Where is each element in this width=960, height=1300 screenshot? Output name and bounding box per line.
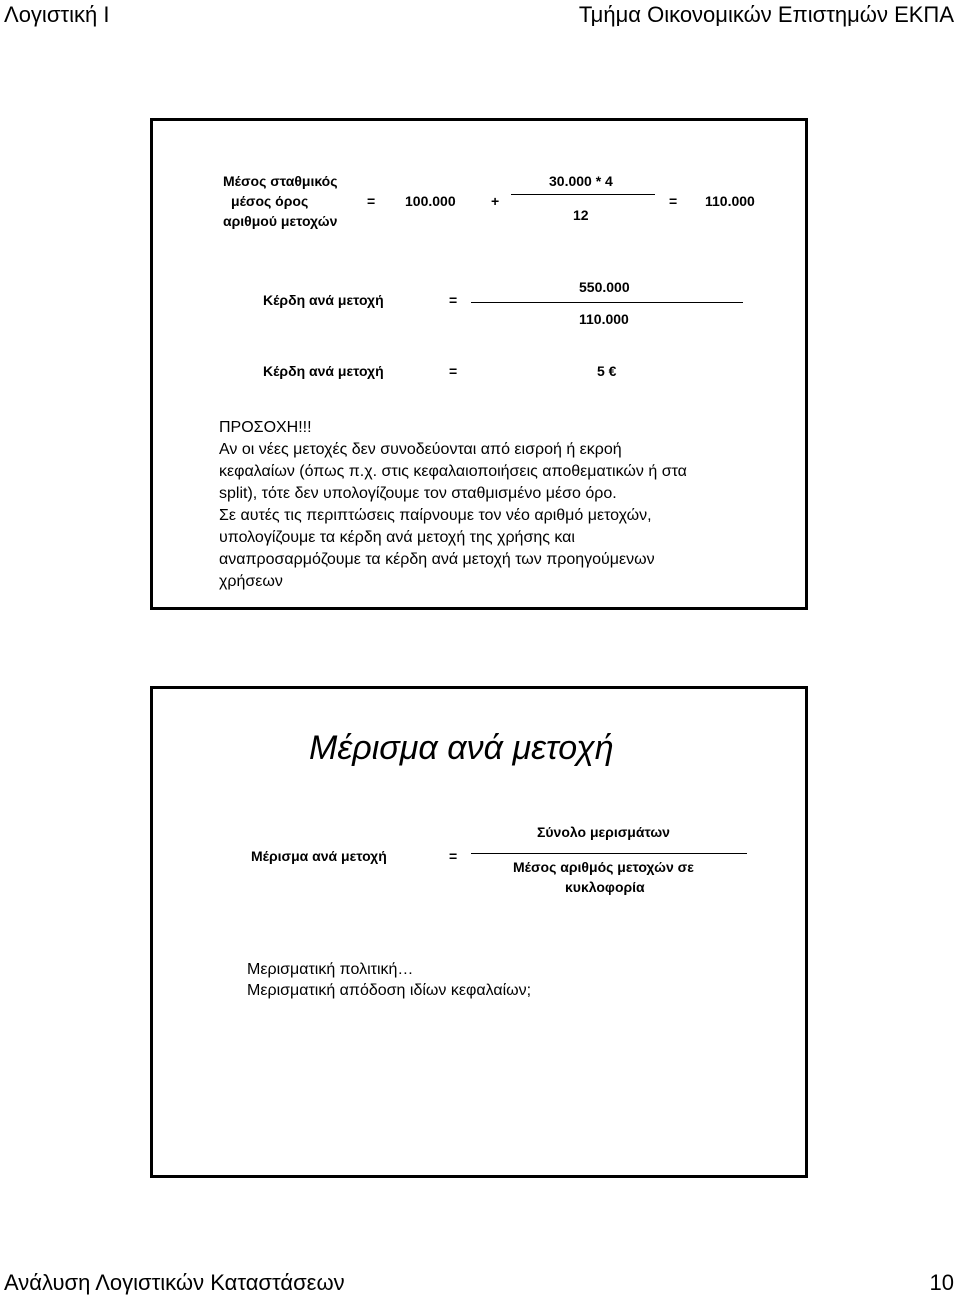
dps-label: Μέρισμα ανά μετοχή xyxy=(251,848,387,864)
note-title: ΠΡΟΣΟΧΗ!!! xyxy=(219,419,312,436)
plus-sign: + xyxy=(491,193,500,209)
eps-label: Κέρδη ανά μετοχή xyxy=(263,292,384,308)
eps-numerator: 550.000 xyxy=(579,279,630,295)
slide-title: Μέρισμα ανά μετοχή xyxy=(309,729,614,767)
equals-sign: = xyxy=(669,193,678,209)
page-number: 10 xyxy=(929,1270,954,1295)
note-line: Σε αυτές τις περιπτώσεις παίρνουμε τον νέο αριθμό μετοχών, xyxy=(219,507,652,524)
fraction-numerator: 30.000 * 4 xyxy=(549,173,613,189)
dps-denominator-line1: Μέσος αριθμός μετοχών σε xyxy=(513,859,694,875)
equals-sign: = xyxy=(449,848,458,864)
note-line: χρήσεων xyxy=(219,573,283,590)
header-course-title: Λογιστική Ι xyxy=(4,2,110,27)
bullet-dividend-policy: Μερισματική πολιτική… xyxy=(247,961,414,978)
eps-result: 5 € xyxy=(597,363,617,379)
weighted-label-line2: μέσος όρος xyxy=(231,193,309,209)
footer-course-name: Ανάλυση Λογιστικών Καταστάσεων xyxy=(4,1270,345,1295)
note-line: Αν οι νέες μετοχές δεν συνοδεύονται από εισροή ή εκροή xyxy=(219,441,622,458)
eps-fraction-line xyxy=(471,302,743,303)
note-line: κεφαλαίων (όπως π.χ. στις κεφαλαιοποιήσεις αποθεματικών ή στα xyxy=(219,463,687,480)
note-line: υπολογίζουμε τα κέρδη ανά μετοχή της χρήσης και xyxy=(219,529,575,546)
dps-numerator: Σύνολο μερισμάτων xyxy=(537,824,670,840)
base-shares: 100.000 xyxy=(405,193,456,209)
slide-weighted-average xyxy=(150,118,808,610)
equals-sign: = xyxy=(449,292,458,308)
fraction-denominator: 12 xyxy=(573,207,589,223)
note-line: αναπροσαρμόζουμε τα κέρδη ανά μετοχή των προηγούμενων xyxy=(219,551,655,568)
weighted-result: 110.000 xyxy=(705,193,755,209)
equals-sign: = xyxy=(449,363,458,379)
header-department: Τμήμα Οικονομικών Επιστημών ΕΚΠΑ xyxy=(578,2,954,27)
note-line: split), τότε δεν υπολογίζουμε τον σταθμισμένο μέσο όρο. xyxy=(219,485,617,502)
eps-denominator: 110.000 xyxy=(579,311,629,327)
slide-dividend-per-share xyxy=(150,686,808,1178)
dps-fraction-line xyxy=(471,853,747,854)
eps-label: Κέρδη ανά μετοχή xyxy=(263,363,384,379)
dps-denominator-line2: κυκλοφορία xyxy=(565,879,645,895)
bullet-dividend-yield: Μερισματική απόδοση ιδίων κεφαλαίων; xyxy=(247,982,532,999)
weighted-label-line1: Μέσος σταθμικός xyxy=(223,173,338,189)
fraction-line xyxy=(511,194,655,195)
equals-sign: = xyxy=(367,193,376,209)
weighted-label-line3: αριθμού μετοχών xyxy=(223,213,338,229)
